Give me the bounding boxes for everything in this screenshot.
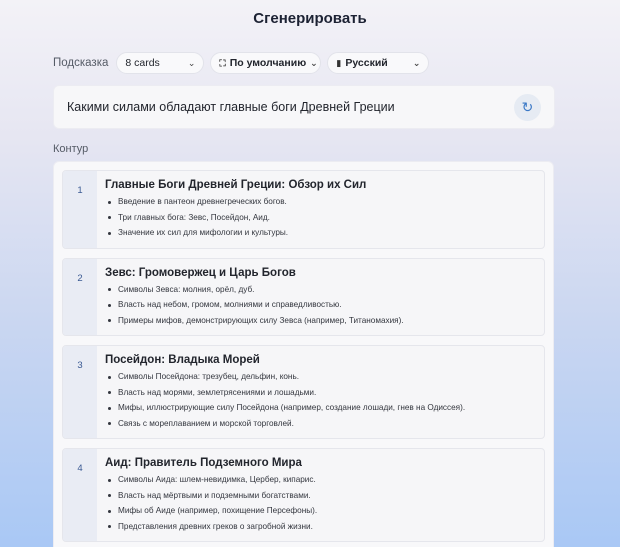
outline-list bbox=[53, 161, 554, 547]
card-count-dropdown[interactable] bbox=[116, 52, 204, 74]
prompt-label: Подсказка bbox=[53, 57, 109, 69]
outline-card[interactable] bbox=[62, 345, 545, 439]
card-bullet[interactable]: Мифы, иллюстрирующие силу Посейдона (например, создание лошади, гнев на Одиссея). bbox=[105, 403, 536, 413]
chevron-down-icon: ⌄ bbox=[310, 57, 318, 68]
outline-card[interactable] bbox=[62, 170, 545, 249]
card-title[interactable]: Посейдон: Владыка Морей bbox=[105, 354, 260, 366]
flag-icon: ▮ bbox=[336, 57, 342, 68]
card-bullet[interactable]: Значение их сил для мифологии и культуры. bbox=[105, 228, 536, 238]
chevron-down-icon: ⌄ bbox=[187, 57, 196, 68]
style-dropdown[interactable] bbox=[210, 52, 321, 74]
card-bullet[interactable]: Символы Зевса: молния, орёл, дуб. bbox=[105, 285, 536, 295]
outline-label: Контур bbox=[53, 143, 89, 155]
card-title[interactable]: Аид: Правитель Подземного Мира bbox=[105, 457, 302, 469]
card-bullet[interactable]: Власть над морями, землетрясениями и лошадьми. bbox=[105, 388, 536, 398]
chevron-down-icon: ⌄ bbox=[412, 57, 421, 68]
card-bullet[interactable]: Мифы об Аиде (например, похищение Персефоны). bbox=[105, 506, 536, 516]
card-bullet[interactable]: Власть над мёртвыми и подземными богатствами. bbox=[105, 491, 536, 501]
card-bullet[interactable]: Символы Посейдона: трезубец, дельфин, конь. bbox=[105, 372, 536, 382]
card-number: 4 bbox=[63, 449, 97, 541]
style-value: По умолчанию bbox=[229, 57, 307, 69]
card-bullet[interactable]: Примеры мифов, демонстрирующих силу Зевса (например, Титаномахия). bbox=[105, 316, 536, 326]
card-title[interactable]: Главные Боги Древней Греции: Обзор их Сил bbox=[105, 179, 367, 191]
card-bullet[interactable]: Символы Аида: шлем-невидимка, Цербер, кипарис. bbox=[105, 475, 536, 485]
language-dropdown[interactable] bbox=[327, 52, 429, 74]
refresh-button[interactable] bbox=[514, 94, 541, 121]
card-bullet[interactable]: Связь с мореплаванием и морской торговлей. bbox=[105, 419, 536, 429]
prompt-text: Какими силами обладают главные боги Древней Греции bbox=[67, 100, 395, 114]
card-number: 3 bbox=[63, 346, 97, 438]
card-number: 1 bbox=[63, 171, 97, 248]
card-bullet[interactable]: Три главных бога: Зевс, Посейдон, Аид. bbox=[105, 213, 536, 223]
card-title[interactable]: Зевс: Громовержец и Царь Богов bbox=[105, 266, 296, 279]
outline-card[interactable] bbox=[62, 448, 545, 542]
card-number: 2 bbox=[63, 259, 97, 336]
prompt-controls bbox=[53, 52, 429, 74]
expand-icon: ⛶ bbox=[219, 57, 226, 68]
card-count-value: 8 cards bbox=[125, 57, 160, 69]
outline-card[interactable] bbox=[62, 258, 545, 337]
card-bullet[interactable]: Введение в пантеон древнегреческих богов. bbox=[105, 197, 536, 207]
card-bullet[interactable]: Представления древних греков о загробной жизни. bbox=[105, 522, 536, 532]
language-value: Русский bbox=[345, 57, 388, 69]
card-bullet[interactable]: Власть над небом, громом, молниями и справедливостью. bbox=[105, 300, 536, 310]
prompt-input[interactable] bbox=[53, 85, 555, 129]
page-title: Сгенерировать bbox=[253, 10, 367, 27]
refresh-icon: ↻ bbox=[521, 98, 534, 115]
